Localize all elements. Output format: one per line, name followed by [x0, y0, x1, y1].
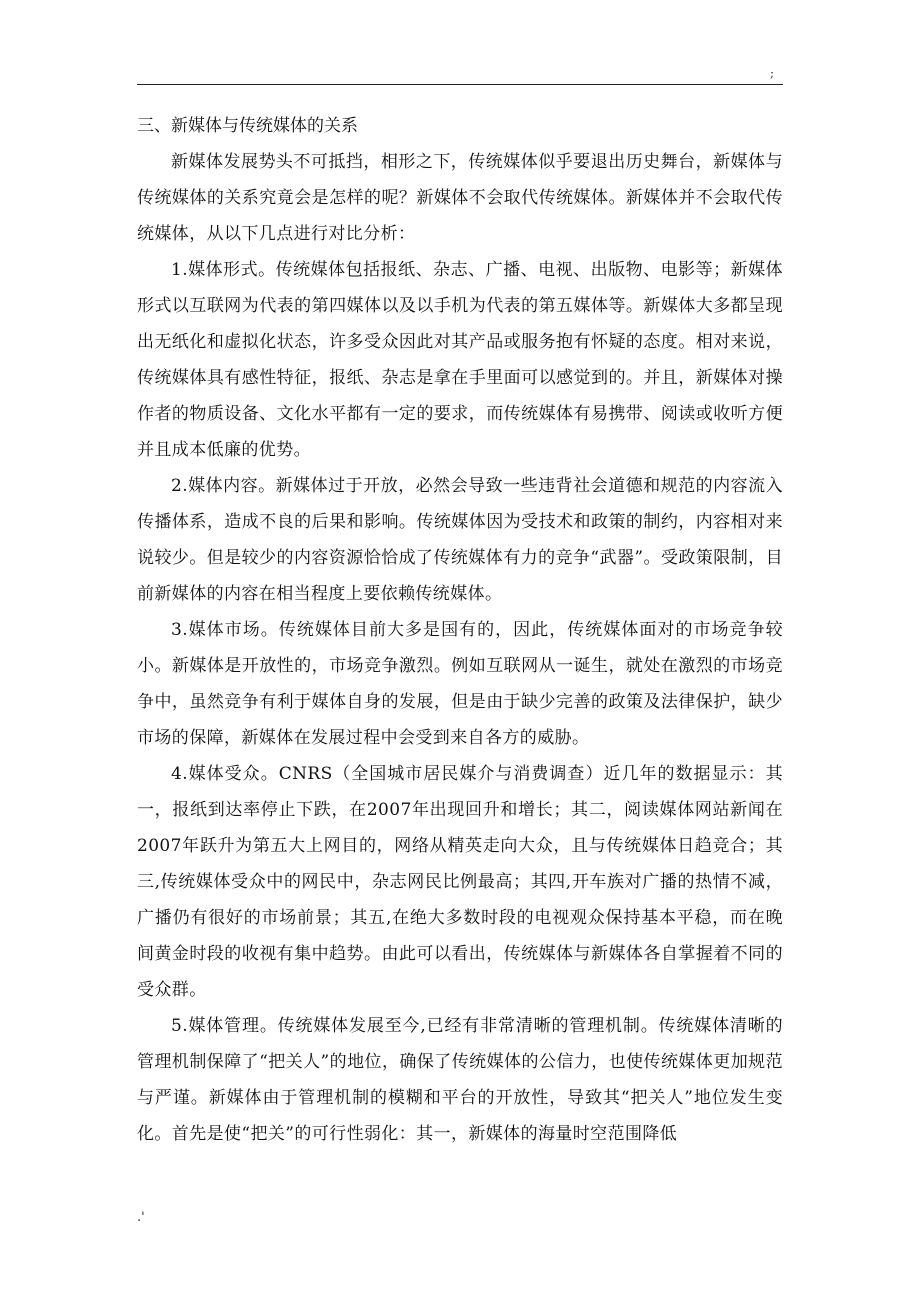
header-mark: ; — [770, 66, 775, 80]
paragraph-media-content: 2.媒体内容。新媒体过于开放，必然会导致一些违背社会道德和规范的内容流入传播体系，造成不良的后果和影响。传统媒体因为受技术和政策的制约，内容相对来说较少。但是较少的内容资源恰恰成了传统媒体有力的竞争“武器”。受政策限制，目前新媒体的内容在相当程度上要依赖传统媒体。 — [137, 476, 783, 604]
paragraph-intro: 新媒体发展势头不可抵挡，相形之下，传统媒体似乎要退出历史舞台，新媒体与传统媒体的关系究竟会是怎样的呢？新媒体不会取代传统媒体。新媒体并不会取代传统媒体，从以下几点进行对比分析： — [137, 152, 783, 244]
paragraph-media-form: 1.媒体形式。传统媒体包括报纸、杂志、广播、电视、出版物、电影等；新媒体形式以互联网为代表的第四媒体以及以手机为代表的第五媒体等。新媒体大多都呈现出无纸化和虚拟化状态，许多受众因此对其产品或服务抱有怀疑的态度。相对来说，传统媒体具有感性特征，报纸、杂志是拿在手里面可以感觉到的。并且，新媒体对操作者的物质设备、文化水平都有一定的要求，而传统媒体有易携带、阅读或收听方便并且成本低廉的优势。 — [137, 260, 783, 460]
paragraph-media-management: 5.媒体管理。传统媒体发展至今,已经有非常清晰的管理机制。传统媒体清晰的管理机制保障了“把关人”的地位，确保了传统媒体的公信力，也使传统媒体更加规范与严谨。新媒体由于管理机制的模糊和平台的开放性，导致其“把关人”地位发生变化。首先是使“把关”的可行性弱化：其一，新媒体的海量时空范围降低 — [137, 1016, 783, 1144]
section-heading: 三、新媒体与传统媒体的关系 — [137, 116, 358, 136]
page-content — [137, 108, 783, 1152]
paragraph-media-market: 3.媒体市场。传统媒体目前大多是国有的，因此，传统媒体面对的市场竞争较小。新媒体是开放性的，市场竞争激烈。例如互联网从一诞生，就处在激烈的市场竞争中，虽然竞争有利于媒体自身的发展，但是由于缺少完善的政策及法律保护，缺少市场的保障，新媒体在发展过程中会受到来自各方的威胁。 — [137, 620, 783, 748]
paragraph-media-audience: 4.媒体受众。CNRS（全国城市居民媒介与消费调查）近几年的数据显示：其一，报纸到达率停止下跌，在2007年出现回升和增长；其二，阅读媒体网站新闻在2007年跃升为第五大上网目的，网络从精英走向大众，且与传统媒体日趋竞合；其三,传统媒体受众中的网民中，杂志网民比例最高；其四,开车族对广播的热情不减，广播仍有很好的市场前景；其五,在绝大多数时段的电视观众保持基本平稳，而在晚间黄金时段的收视有集中趋势。由此可以看出，传统媒体与新媒体各自掌握着不同的受众群。 — [137, 764, 783, 1000]
footer-mark: .' — [137, 1210, 145, 1225]
header-rule — [137, 84, 783, 85]
